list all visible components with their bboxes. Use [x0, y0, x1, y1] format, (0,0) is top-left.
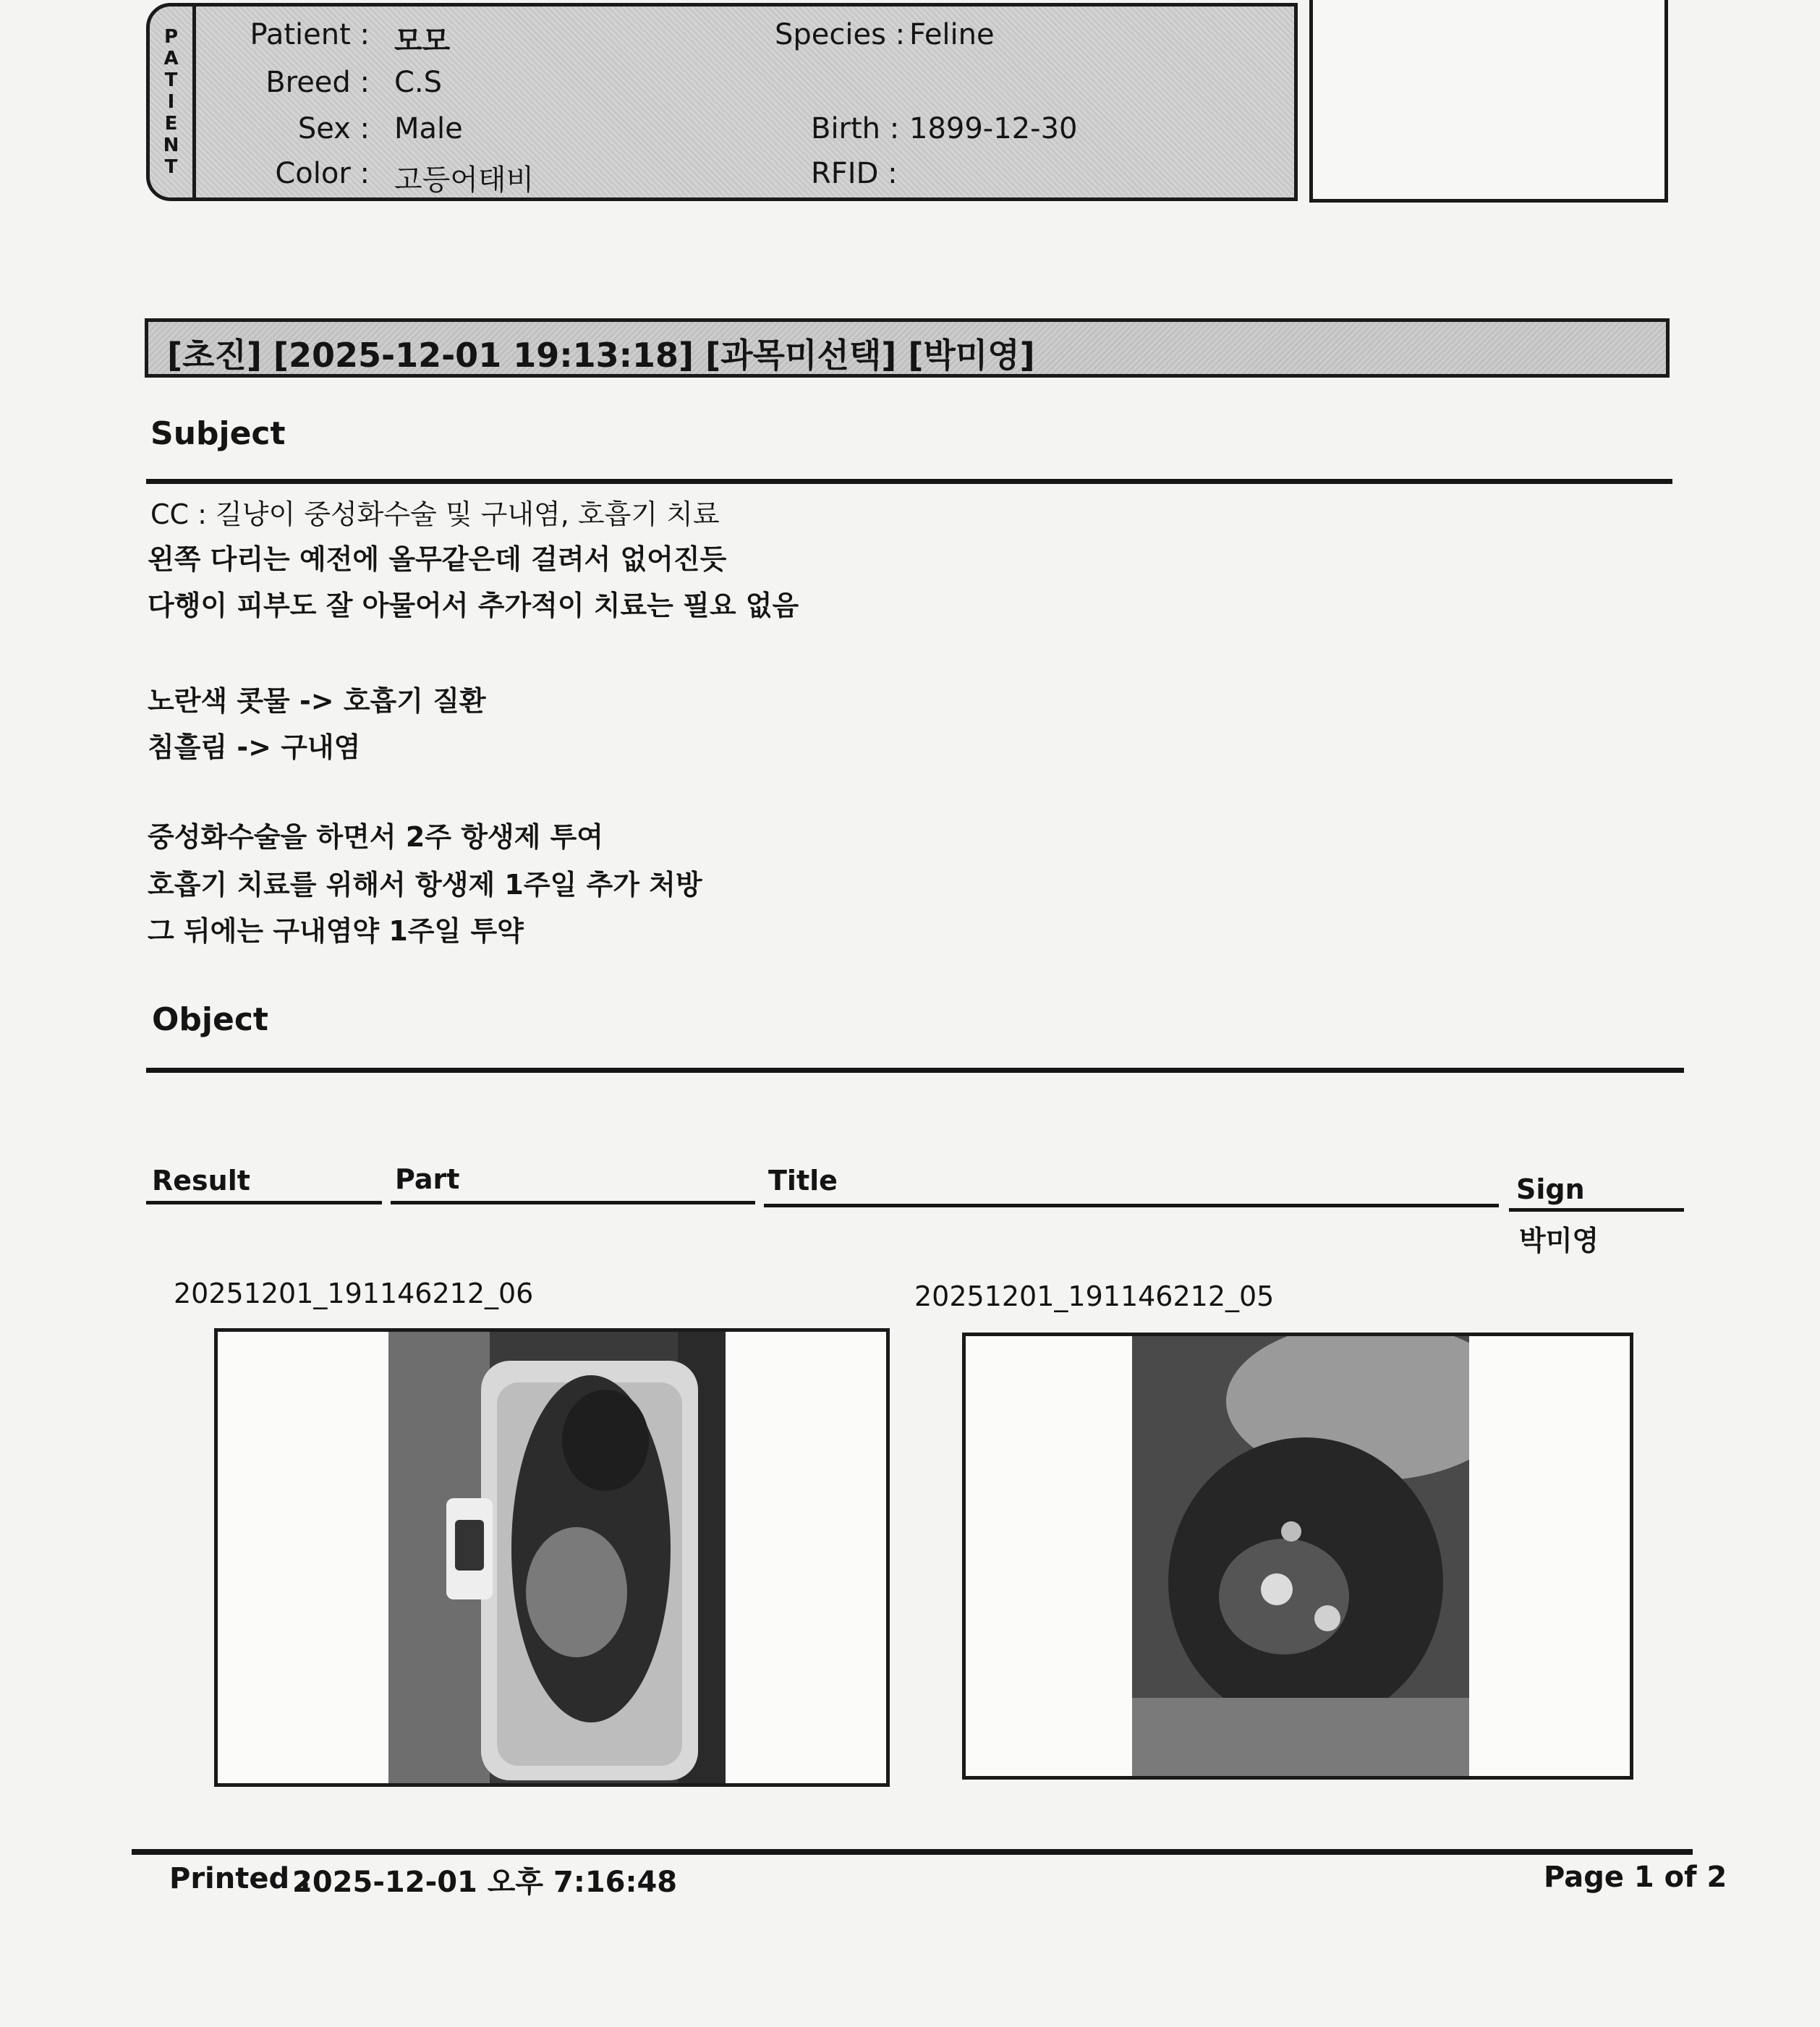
tab-letter: T [164, 156, 178, 178]
birth-label: Birth : [811, 112, 900, 145]
tab-letter: P [163, 26, 179, 48]
subject-line: 중성화수술을 하면서 2주 항생제 투여 [148, 821, 603, 853]
sex-label: Sex : [297, 112, 370, 145]
object-title: Object [152, 1001, 268, 1038]
tab-letter: T [164, 69, 178, 91]
birth-value: 1899-12-30 [909, 112, 1078, 145]
printed-value: 2025-12-01 오후 7:16:48 [292, 1866, 678, 1899]
subject-line: 침흘림 -> 구내염 [148, 731, 361, 763]
page-number: Page 1 of 2 [1544, 1861, 1727, 1894]
tab-letter: A [163, 48, 179, 69]
part-column-header: Part [395, 1163, 460, 1195]
rfid-label: RFID : [811, 157, 898, 190]
subject-line: 왼쪽 다리는 예전에 올무같은데 걸려서 없어진듯 [148, 543, 727, 575]
subject-title: Subject [150, 415, 286, 452]
result-column-rule [146, 1201, 382, 1204]
breed-value: C.S [394, 66, 443, 99]
tab-letter: N [163, 135, 179, 156]
subject-line: CC : 길냥이 중성화수술 및 구내염, 호흡기 치료 [150, 498, 720, 530]
image-frame [962, 1333, 1633, 1780]
tab-letter: E [164, 113, 178, 135]
sign-column-header: Sign [1516, 1173, 1585, 1205]
breed-label: Breed : [265, 66, 370, 99]
image-caption: 20251201_191146212_06 [174, 1278, 534, 1309]
color-value: 고등어태비 [394, 163, 535, 197]
species-label: Species : [775, 18, 906, 51]
color-label: Color : [275, 157, 370, 190]
title-column-header: Title [768, 1165, 838, 1197]
subject-rule [146, 479, 1672, 484]
patient-label: Patient : [250, 18, 370, 51]
subject-line: 다행이 피부도 잘 아물어서 추가적이 치료는 필요 없음 [148, 590, 799, 621]
cat-photo-closeup [1132, 1336, 1469, 1776]
image-caption: 20251201_191146212_05 [914, 1280, 1275, 1312]
sex-value: Male [394, 112, 463, 145]
cat-photo-carrier [388, 1332, 726, 1783]
part-column-rule [391, 1201, 755, 1204]
patient-name: 모모 [394, 25, 451, 58]
tab-letter: I [167, 91, 175, 113]
image-frame [214, 1328, 890, 1787]
result-column-header: Result [152, 1165, 250, 1197]
subject-line: 호흡기 치료를 위해서 항생제 1주일 추가 처방 [148, 869, 702, 901]
subject-line: 그 뒤에는 구내염약 1주일 투약 [148, 915, 524, 947]
visit-header-bar [145, 318, 1670, 378]
printed-label: Printed : [169, 1862, 312, 1895]
object-rule [146, 1068, 1684, 1073]
subject-line: 노란색 콧물 -> 호흡기 질환 [148, 685, 486, 717]
footer-rule [132, 1849, 1693, 1855]
sign-value: 박미영 [1519, 1225, 1599, 1257]
sign-column-rule [1509, 1208, 1684, 1212]
title-column-rule [764, 1204, 1499, 1207]
patient-tab [150, 7, 196, 197]
species-value: Feline [909, 18, 995, 51]
side-info-box [1309, 0, 1668, 203]
patient-info-box [146, 3, 1298, 201]
visit-header-text: [초진] [2025-12-01 19:13:18] [과목미선택] [박미영] [167, 336, 1035, 375]
